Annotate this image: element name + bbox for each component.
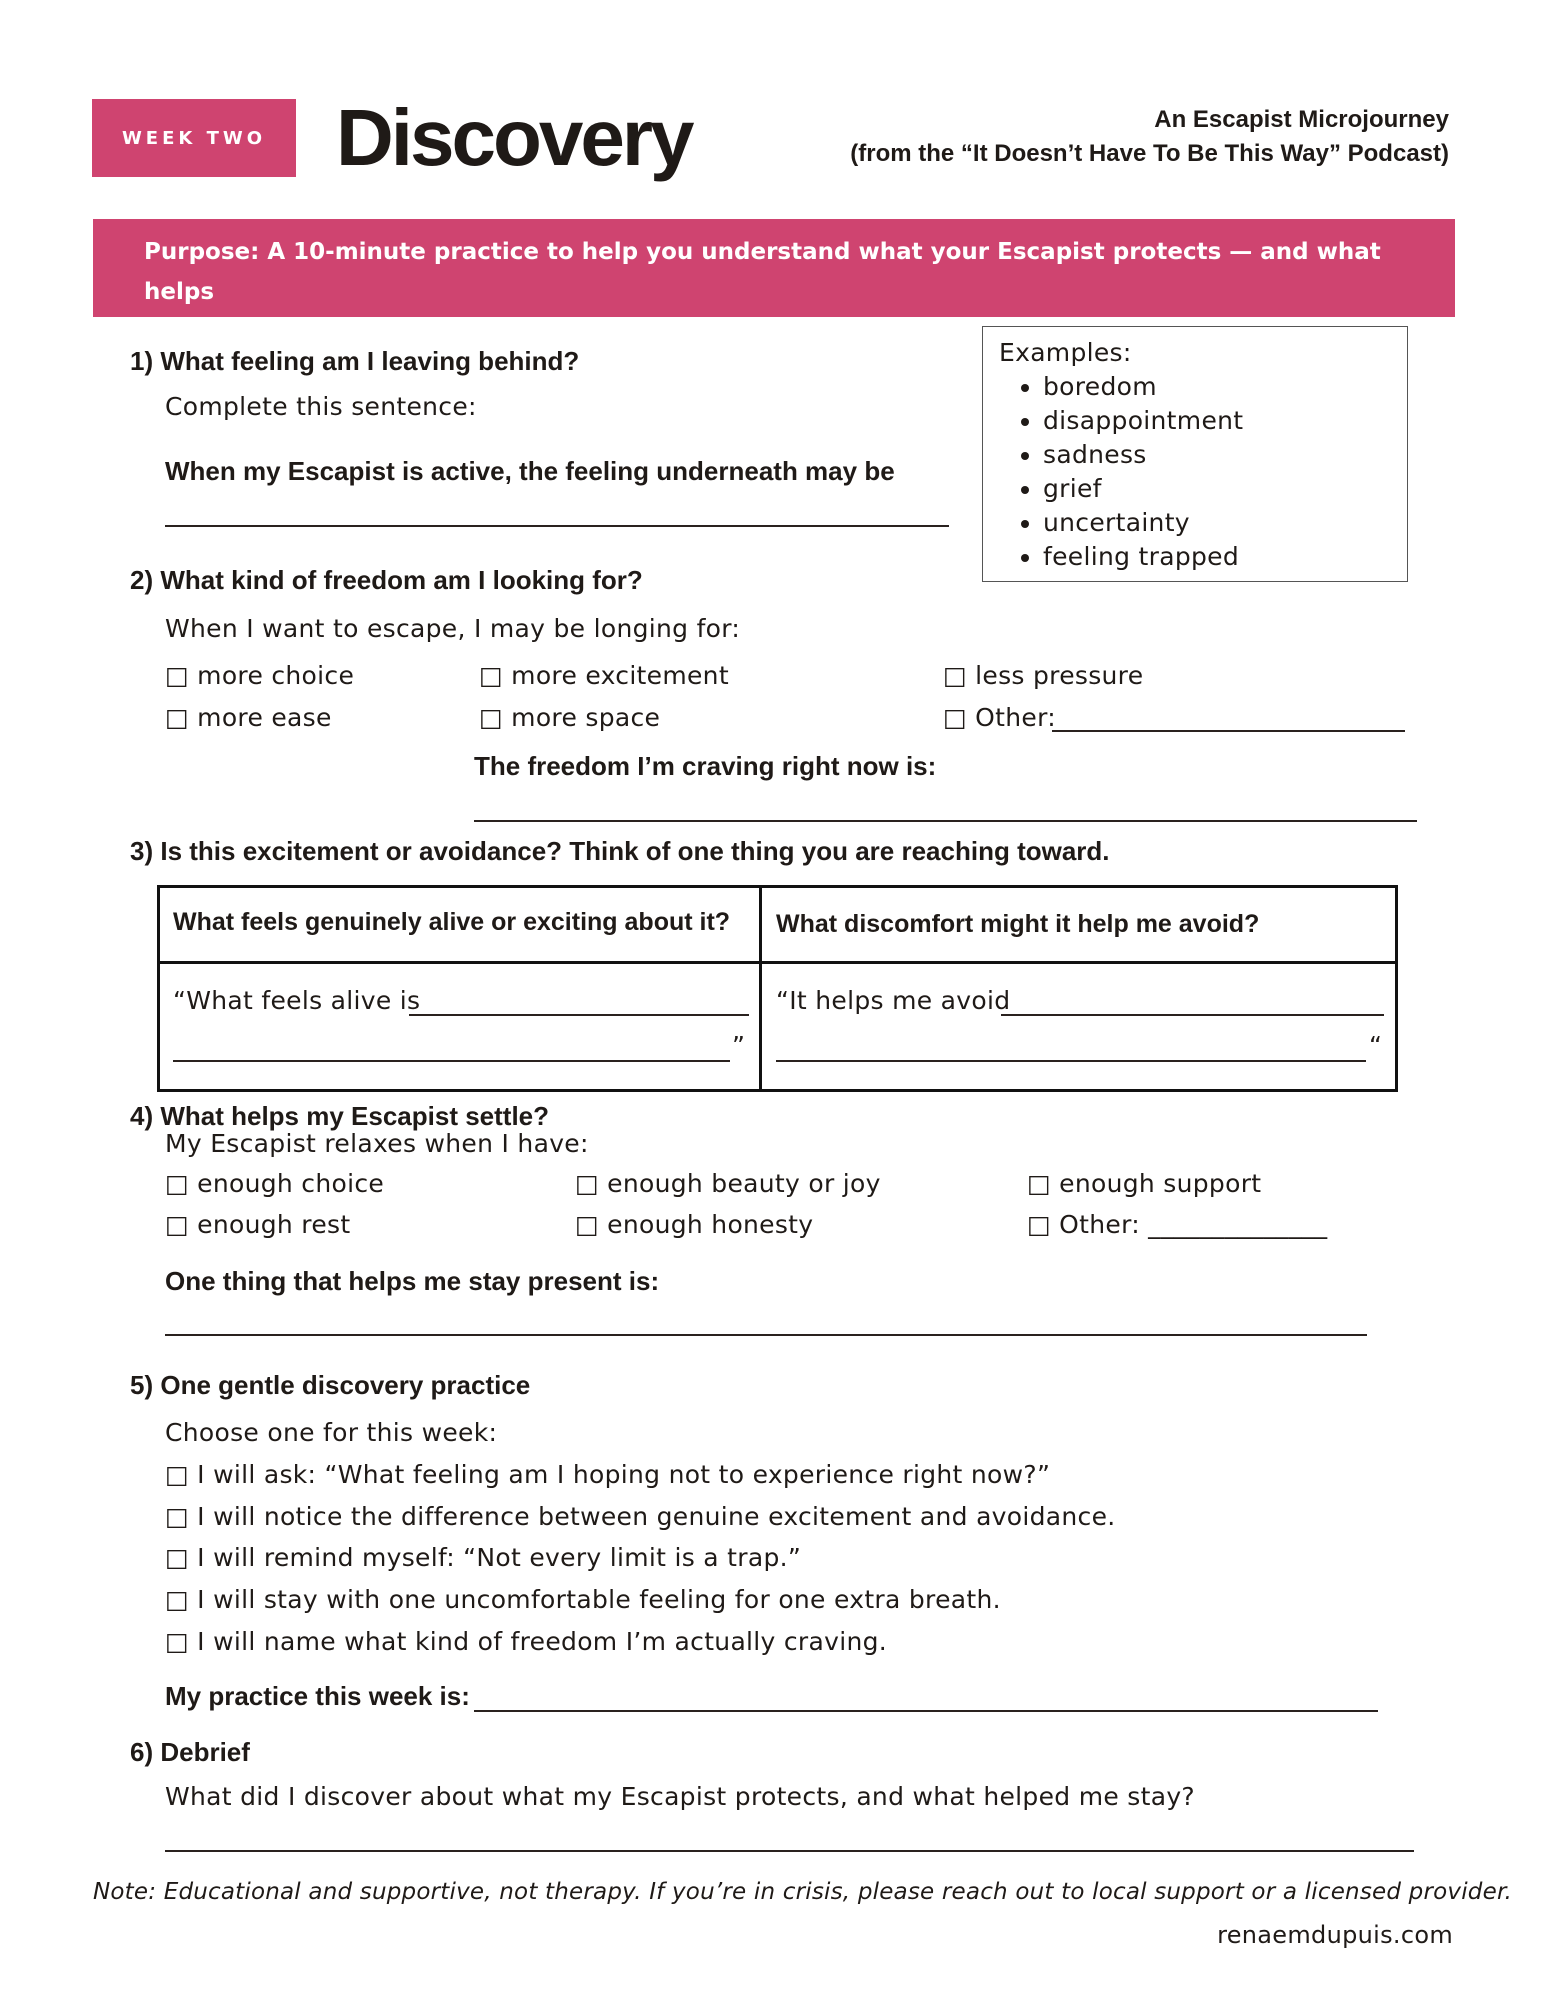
- example-item: • grief: [1043, 472, 1407, 506]
- example-item: • boredom: [1043, 370, 1407, 404]
- section-2-heading: 2) What kind of freedom am I looking for?: [130, 565, 643, 595]
- website-link[interactable]: renaemdupuis.com: [1217, 1921, 1453, 1949]
- practice-option[interactable]: □ I will remind myself: “Not every limit is a trap.”: [165, 1543, 802, 1572]
- avoid-close-quote: “: [1369, 1031, 1383, 1060]
- examples-box: [982, 326, 1408, 582]
- example-item: • uncertainty: [1043, 506, 1407, 540]
- week-badge-label: WEEK TWO: [121, 127, 267, 149]
- section-5-answer-line[interactable]: [474, 1710, 1378, 1712]
- checkbox-more-space[interactable]: □ more space: [479, 703, 661, 732]
- practice-option[interactable]: □ I will name what kind of freedom I’m actually craving.: [165, 1627, 888, 1656]
- checkbox-more-excitement[interactable]: □ more excitement: [479, 661, 729, 690]
- checkbox-other-freedom[interactable]: □ Other:: [943, 703, 1056, 732]
- page-title: Discovery: [336, 93, 692, 182]
- section-4-heading: 4) What helps my Escapist settle?: [130, 1101, 550, 1131]
- table-col2-header: What discomfort might it help me avoid?: [776, 910, 1260, 938]
- section-1-heading: 1) What feeling am I leaving behind?: [130, 346, 580, 376]
- checkbox-less-pressure[interactable]: □ less pressure: [943, 661, 1144, 690]
- avoid-answer-line-2[interactable]: [776, 1060, 1366, 1062]
- disclaimer-note: Note: Educational and supportive, not therapy. If you’re in crisis, please reach out to local support or a licensed provider.: [93, 1879, 1513, 1905]
- checkbox-other-settle[interactable]: □ Other: ______________: [1027, 1210, 1328, 1239]
- table-body-cell[interactable]: [762, 964, 1395, 1089]
- example-item: • sadness: [1043, 438, 1407, 472]
- alive-prompt: “What feels alive is: [173, 986, 421, 1015]
- week-badge: [92, 99, 296, 177]
- purpose-banner: [93, 219, 1455, 345]
- practice-option[interactable]: □ I will ask: “What feeling am I hoping not to experience right now?”: [165, 1460, 1051, 1489]
- subtitle-line-1: An Escapist Microjourney: [1154, 106, 1449, 133]
- checkbox-enough-beauty[interactable]: □ enough beauty or joy: [575, 1169, 881, 1198]
- subtitle-line-2: (from the “It Doesn’t Have To Be This Way” Podcast): [850, 140, 1449, 167]
- alive-close-quote: ”: [732, 1031, 746, 1060]
- section-6-heading: 6) Debrief: [130, 1737, 250, 1767]
- alive-answer-line-2[interactable]: [173, 1060, 730, 1062]
- section-5-heading: 5) One gentle discovery practice: [130, 1370, 531, 1400]
- avoid-prompt: “It helps me avoid: [776, 986, 1011, 1015]
- section-2-answer-line[interactable]: [474, 820, 1417, 822]
- page-subtitle: [850, 103, 1449, 171]
- section-1-instruction: Complete this sentence:: [165, 392, 477, 421]
- table-header-cell: [160, 888, 762, 964]
- examples-label: Examples:: [999, 338, 1132, 367]
- section-4-prompt: One thing that helps me stay present is:: [165, 1266, 660, 1296]
- checkbox-more-ease[interactable]: □ more ease: [165, 703, 332, 732]
- excitement-avoidance-table: [157, 885, 1398, 1092]
- section-3-heading: 3) Is this excitement or avoidance? Think of one thing you are reaching toward.: [130, 836, 1110, 866]
- avoid-answer-line-1[interactable]: [1001, 1014, 1384, 1016]
- checkbox-more-choice[interactable]: □ more choice: [165, 661, 355, 690]
- table-col1-header: What feels genuinely alive or exciting about it?: [173, 908, 731, 936]
- section-6-question: What did I discover about what my Escapist protects, and what helped me stay?: [165, 1782, 1195, 1811]
- checkbox-enough-choice[interactable]: □ enough choice: [165, 1169, 385, 1198]
- section-5-prompt: My practice this week is:: [165, 1681, 470, 1711]
- alive-answer-line-1[interactable]: [409, 1014, 749, 1016]
- section-5-instruction: Choose one for this week:: [165, 1418, 498, 1447]
- section-1-prompt: When my Escapist is active, the feeling underneath may be: [165, 456, 895, 486]
- section-2-instruction: When I want to escape, I may be longing for:: [165, 614, 741, 643]
- checkbox-enough-rest[interactable]: □ enough rest: [165, 1210, 351, 1239]
- section-2-prompt: The freedom I’m craving right now is:: [474, 751, 937, 781]
- purpose-line-2: it feel safe enough to stay.: [144, 319, 492, 345]
- section-6-answer-line[interactable]: [165, 1850, 1414, 1852]
- table-header-cell: [762, 888, 1395, 964]
- table-body-cell[interactable]: [160, 964, 762, 1089]
- checkbox-enough-honesty[interactable]: □ enough honesty: [575, 1210, 814, 1239]
- example-item: • disappointment: [1043, 404, 1407, 438]
- checkbox-enough-support[interactable]: □ enough support: [1027, 1169, 1262, 1198]
- section-1-answer-line[interactable]: [165, 525, 949, 527]
- examples-list: [999, 370, 1407, 574]
- practice-option[interactable]: □ I will stay with one uncomfortable feeling for one extra breath.: [165, 1585, 1001, 1614]
- other-freedom-line[interactable]: [1052, 730, 1405, 732]
- section-4-answer-line[interactable]: [165, 1334, 1367, 1336]
- practice-option[interactable]: □ I will notice the difference between genuine excitement and avoidance.: [165, 1502, 1116, 1531]
- example-item: • feeling trapped: [1043, 540, 1407, 574]
- purpose-line-1: Purpose: A 10-minute practice to help you understand what your Escapist protects — and what helps: [144, 239, 1381, 305]
- section-4-instruction: My Escapist relaxes when I have:: [165, 1129, 589, 1158]
